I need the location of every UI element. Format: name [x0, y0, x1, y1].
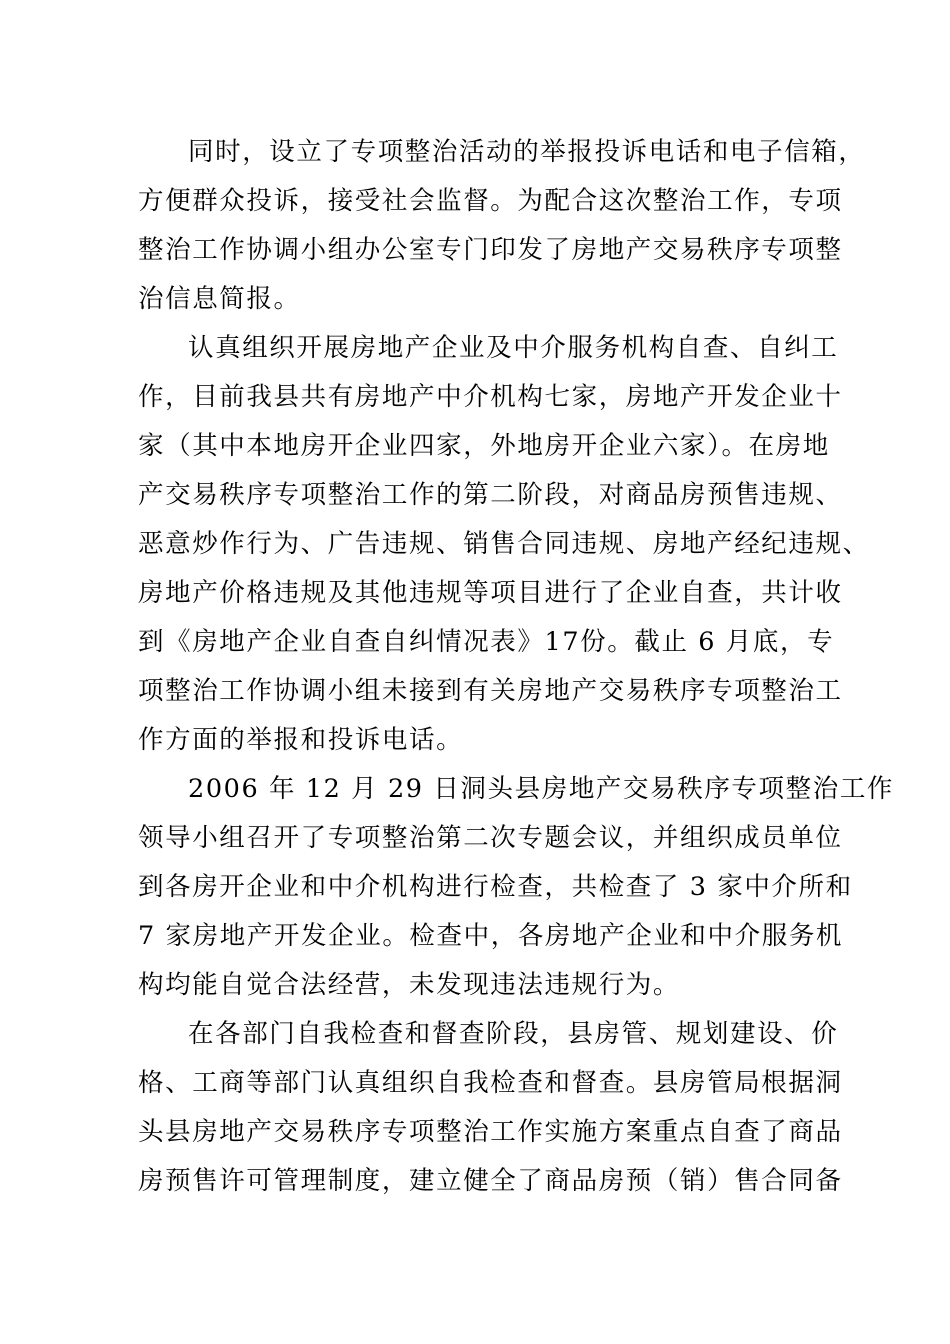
text-line: 到《房地产企业自查自纠情况表》17份。截止 6 月底，专 [138, 627, 835, 657]
text-line: 同时，设立了专项整治活动的举报投诉电话和电子信箱， [188, 137, 866, 167]
text-line: 房预售许可管理制度，建立健全了商品房预（销）售合同备 [138, 1166, 843, 1196]
text-line: 整治工作协调小组办公室专门印发了房地产交易秩序专项整 [138, 235, 843, 265]
paragraph-meeting [138, 765, 895, 1010]
paragraph-self-inspection [138, 324, 870, 765]
text-line: 项整治工作协调小组未接到有关房地产交易秩序专项整治工 [138, 676, 843, 706]
text-line: 作方面的举报和投诉电话。 [138, 725, 464, 755]
text-line: 在各部门自我检查和督查阶段，县房管、规划建设、价 [188, 1019, 839, 1049]
text-line: 7 家房地产开发企业。检查中，各房地产企业和中介服务机 [138, 921, 844, 951]
text-line: 作，目前我县共有房地产中介机构七家，房地产开发企业十 [138, 382, 843, 412]
text-line: 家（其中本地房开企业四家，外地房开企业六家）。在房地 [138, 431, 830, 461]
text-line: 治信息简报。 [138, 284, 301, 314]
text-line: 房地产价格违规及其他违规等项目进行了企业自查，共计收 [138, 578, 843, 608]
text-line: 格、工商等部门认真组织自我检查和督查。县房管局根据洞 [138, 1068, 843, 1098]
text-line: 认真组织开展房地产企业及中介服务机构自查、自纠工 [188, 333, 839, 363]
text-line: 头县房地产交易秩序专项整治工作实施方案重点自查了商品 [138, 1117, 843, 1147]
text-line: 构均能自觉合法经营，未发现违法违规行为。 [138, 970, 681, 1000]
text-line: 产交易秩序专项整治工作的第二阶段，对商品房预售违规、 [138, 480, 843, 510]
paragraph-hotline [138, 128, 866, 324]
text-line: 方便群众投诉，接受社会监督。为配合这次整治工作，专项 [138, 186, 843, 216]
text-line: 到各房开企业和中介机构进行检查，共检查了 3 家中介所和 [138, 872, 853, 902]
text-line: 领导小组召开了专项整治第二次专题会议，并组织成员单位 [138, 823, 843, 853]
text-line: 2006 年 12 月 29 日洞头县房地产交易秩序专项整治工作 [188, 774, 895, 804]
paragraph-departments [138, 1010, 843, 1206]
document-body [138, 128, 895, 1206]
text-line: 恶意炒作行为、广告违规、销售合同违规、房地产经纪违规、 [138, 529, 870, 559]
